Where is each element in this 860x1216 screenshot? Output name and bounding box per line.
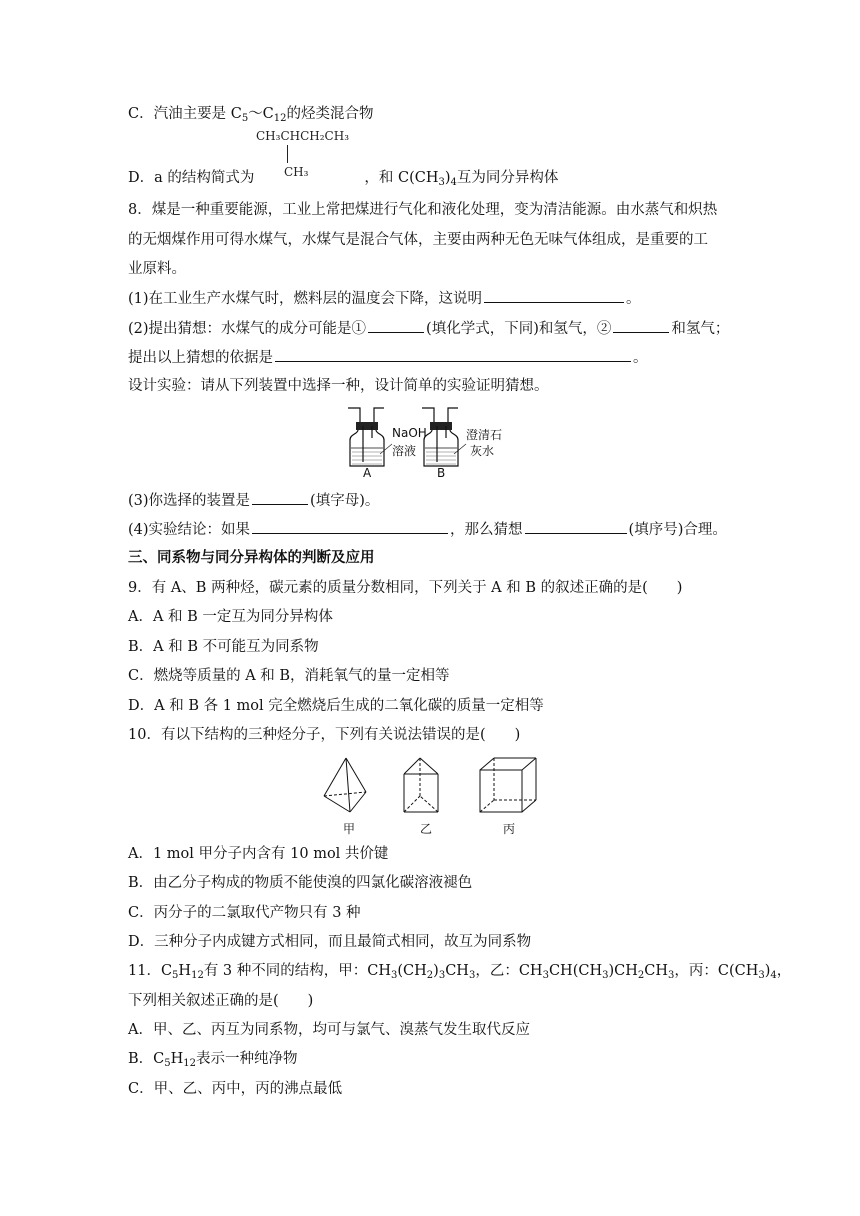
q11-stem-line1: 11．$C_5H_{12}$有 3 种不同的结构，甲：$CH_3(CH_2)_3CH_3$，乙：$CH_3CH(CH_3)CH_2CH_3$，丙：$C(CH_3)_4$， — [128, 963, 792, 981]
shape-label-yi: 乙 — [420, 822, 433, 836]
q9-stem: 9．有 A、B 两种烃，碳元素的质量分数相同，下列关于 A 和 B 的叙述正确的是( ) — [128, 580, 683, 596]
q8-part4: (4)实验结论：如果 ，那么猜想 (填序号)合理。 — [128, 519, 727, 540]
q7-option-d: D．a 的结构简式为 ，和 $C(CH_3)_4$互为同分异构体 — [128, 170, 559, 188]
answer-blank[interactable] — [252, 519, 448, 534]
prism-icon — [404, 758, 438, 812]
q7-option-c: C．汽油主要是 $C_5\sim C_{12}$的烃类混合物 — [128, 106, 374, 124]
q8-stem-line2: 的无烟煤作用可得水煤气，水煤气是混合气体，主要由两种无色无味气体组成，是重要的工 — [128, 232, 708, 248]
q10-option-b: B．由乙分子构成的物质不能使溴的四氯化碳溶液褪色 — [128, 875, 473, 891]
bottle-b-icon — [422, 408, 466, 466]
answer-blank[interactable] — [275, 347, 631, 362]
answer-blank[interactable] — [252, 490, 308, 505]
answer-blank[interactable] — [368, 318, 424, 333]
molecule-shapes-figure — [320, 756, 550, 822]
q10-option-d: D．三种分子内成键方式相同，而且最简式相同，故互为同系物 — [128, 934, 532, 950]
bottle-b-label: B — [437, 466, 446, 480]
bottle-a-label: A — [363, 466, 372, 480]
q11-option-b: B．$C_5H_{12}$表示一种纯净物 — [128, 1051, 298, 1069]
q8-stem-line3: 业原料。 — [128, 261, 186, 277]
shape-label-jia: 甲 — [343, 822, 356, 836]
q8-part2-basis: 提出以上猜想的依据是 。 — [128, 347, 648, 368]
q8-part3: (3)你选择的装置是 (填字母)。 — [128, 490, 379, 511]
bottle-a-liquid-label: NaOH — [392, 426, 427, 440]
section-heading: 三、同系物与同分异构体的判断及应用 — [128, 550, 375, 566]
answer-blank[interactable] — [613, 318, 669, 333]
tetrahedron-icon — [324, 758, 366, 812]
q10-option-a: A．1 mol 甲分子内含有 10 mol 共价键 — [128, 846, 389, 862]
q9-option-a: A．A 和 B 一定互为同分异构体 — [128, 609, 333, 625]
q11-option-c: C．甲、乙、丙中，丙的沸点最低 — [128, 1081, 343, 1097]
q9-option-b: B．A 和 B 不可能互为同系物 — [128, 639, 319, 655]
cube-icon — [480, 758, 536, 812]
q10-stem: 10．有以下结构的三种烃分子，下列有关说法错误的是( ) — [128, 727, 521, 743]
q8-design: 设计实验：请从下列装置中选择一种，设计简单的实验证明猜想。 — [128, 378, 549, 394]
q9-option-c: C．燃烧等质量的 A 和 B，消耗氧气的量一定相等 — [128, 668, 450, 684]
answer-blank[interactable] — [484, 288, 624, 303]
bottle-b-liquid-label: 澄清石 — [466, 428, 503, 442]
shape-label-bing: 丙 — [503, 822, 516, 836]
q10-option-c: C．丙分子的二氯取代产物只有 3 种 — [128, 905, 361, 921]
bottle-a-liquid-label2: 溶液 — [392, 444, 417, 458]
q9-option-d: D．A 和 B 各 1 mol 完全燃烧后生成的二氧化碳的质量一定相等 — [128, 698, 544, 714]
bottle-b-liquid-label2: 灰水 — [470, 444, 495, 458]
struct-top: CH₃CHCH₂CH₃ — [256, 129, 350, 143]
bottle-a-icon — [348, 408, 392, 466]
q8-part2: (2)提出猜想：水煤气的成分可能是① (填化学式，下同)和氢气，② 和氢气； — [128, 318, 729, 339]
q11-stem-line2: 下列相关叙述正确的是( ) — [128, 993, 314, 1009]
struct-bottom: CH₃ — [284, 165, 309, 179]
answer-blank[interactable] — [525, 519, 627, 534]
q8-stem-line1: 8．煤是一种重要能源，工业上常把煤进行气化和液化处理，变为清洁能源。由水蒸气和炽热 — [128, 202, 718, 218]
q8-part1: (1)在工业生产水煤气时，燃料层的温度会下降，这说明 。 — [128, 288, 641, 309]
q11-option-a: A．甲、乙、丙互为同系物，均可与氯气、溴蒸气发生取代反应 — [128, 1022, 530, 1038]
